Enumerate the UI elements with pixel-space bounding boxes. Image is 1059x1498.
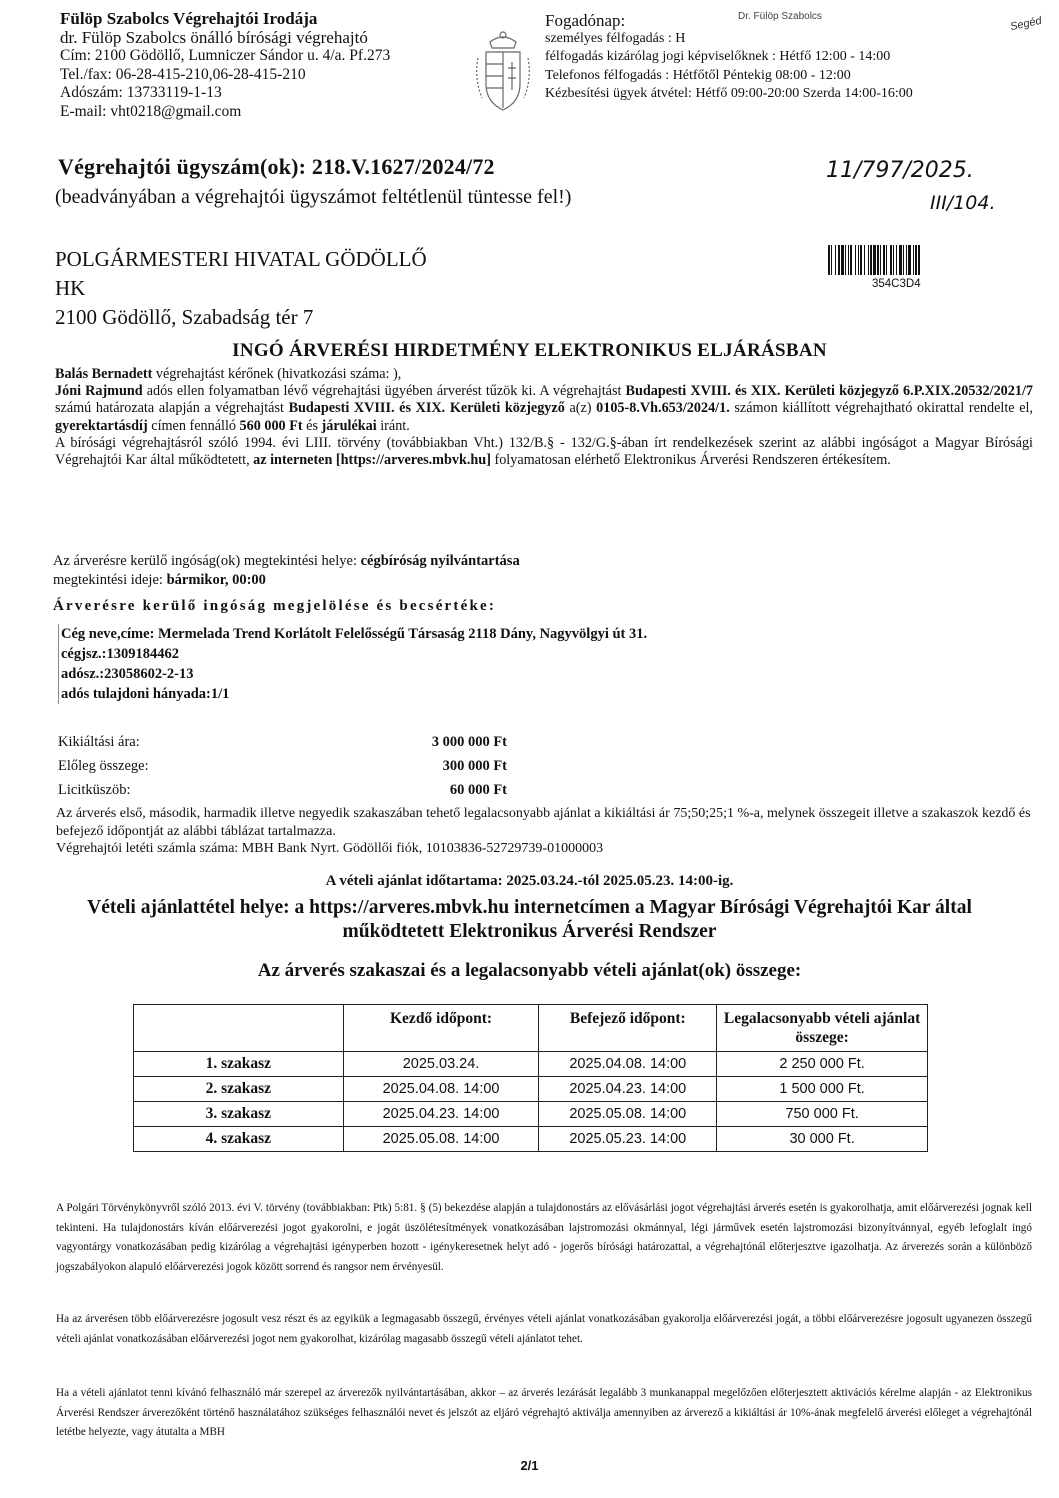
viewing-place-label: Az árverésre kerülő ingóság(ok) megtekintési helye: [53,553,361,569]
item-heading: Árverésre kerülő ingóság megjelölése és becsértéke: [53,598,497,614]
table-cell: 2 250 000 Ft. [717,1052,928,1077]
offer-place-line-1: Vételi ajánlattétel helye: a https://arveres.mbvk.hu internetcímen a Magyar Bírósági Végrehajtói Kar által [87,897,972,918]
bid-step-value: 60 000 Ft [449,782,507,798]
table-cell: 2025.04.08. 14:00 [539,1052,717,1077]
enforcement-document-number: 0105-8.Vh.653/2024/1. [596,400,730,417]
reception-title: Fogadónap: [545,11,626,30]
escrow-account: Végrehajtói letéti számla száma: MBH Bank Nyrt. Gödöllői fiók, 10103836-52729739-01000003 [56,841,604,856]
stage-explanation [56,805,1036,858]
offer-place [0,896,1059,944]
deposit-value: 300 000 Ft [442,758,507,774]
table-header-row [134,1005,928,1052]
recipient-address [55,245,427,332]
recipient-department: HK [55,276,86,300]
claim-type: gyerektartásdíj [55,417,148,434]
table-cell: 2025.05.08. 14:00 [343,1127,539,1152]
notary-name: Budapesti XVIII. és XIX. Kerületi közjegyző [288,400,565,417]
text-run: folyamatosan elérhető Elektronikus Árverési Rendszeren értékesítem. [490,452,891,469]
office-address: Cím: 2100 Gödöllő, Lumniczer Sándor u. 4/a. Pf.273 [60,47,391,64]
item-company: Cég neve,címe: Mermelada Trend Korlátolt Felelősségű Társaság 2118 Dány, Nagyvölgyi út 31. [61,626,648,642]
table-cell: 3. szakasz [134,1102,344,1127]
table-cell: 2025.04.08. 14:00 [343,1077,539,1102]
barcode-id: 354C3D4 [872,278,921,290]
barcode [828,245,998,275]
item-tax-number: adósz.:23058602-2-13 [61,666,194,682]
creditor-name: Balás Bernadett [55,366,153,382]
viewing-time-value: bármikor, 00:00 [166,572,266,588]
table-header: Kezdő időpont: [343,1005,539,1052]
start-price-value: 3 000 000 Ft [431,734,507,750]
text-run: és [302,417,322,434]
legal-paragraph-3: Ha a vételi ajánlatot tenni kívánó felhasználó már szerepel az árverezők nyilvántartásában, akkor – az árverés lezárását legalább 3 munkanappal megelőzően előterjesztett aktivációs kérelme alapján - az Elektronikus Árverési Rendszer árverezőként történő használatához szükséges felhasználói nevet és jelszót az eljáró végrehajtó aktiválja amennyiben az árverező a kikiáltási ár 10%-ának megfelelő árverési előleget a végrehajtónál letétbe helyezte, vagy átutalta a MBH [56,1387,1032,1438]
start-price-label: Kikiáltási ára: [58,734,140,750]
table-row [134,1077,928,1102]
recipient-name: POLGÁRMESTERI HIVATAL GÖDÖLLŐ [55,247,427,271]
office-tax-number: Adószám: 13733119-1-13 [60,84,222,101]
debtor-name: Jóni Rajmund [55,383,143,400]
reception-phone: Telefonos félfogadás : Hétfőtől Péntekig 08:00 - 12:00 [545,67,851,83]
table-row [134,1052,928,1077]
office-email: E-mail: vht0218@gmail.com [60,102,242,120]
bid-step-label: Licitküszöb: [58,782,131,798]
legal-paragraph-2: Ha az árverésen több előárverezésre jogosult vesz részt és az egyikük a legmagasabb összegű, érvényes vételi ajánlat vonatkozásában gyakorolja előárverezési jogát, a többi előárverezésre jogosult ugyanezen összegű vételi ajánlat vonatkozásában előárverezési jogot nem gyakorolhat, kizárólag magasabb összegű vételi ajánlatot tehet. [56,1313,1032,1345]
recipient-street: 2100 Gödöllő, Szabadság tér 7 [55,305,314,329]
office-phone: Tel./fax: 06-28-415-210,06-28-415-210 [60,65,306,83]
creditor-line [55,366,1033,383]
table-cell: 1 500 000 Ft. [717,1077,928,1102]
text-run: A bírósági végrehajtásról szóló 1994. évi LIII. törvény (továbbiakban Vht.) 132/B.§ - 132/G.§-ában írt rendelkezések szerint az alábbi ingóságot a Magyar Bírósági Végrehajtói Kar által működtetett, [55,434,1033,469]
bailiff-name: dr. Fülöp Szabolcs önálló bírósági végrehajtó [60,27,368,47]
claim-amount: 560 000 Ft [239,417,303,434]
table-header: Legalacsonyabb vételi ajánlat összege: [717,1005,928,1052]
office-name: Fülöp Szabolcs Végrehajtói Irodája [60,9,318,28]
reception-hours [545,12,913,103]
office-header [60,10,390,121]
auction-site-link[interactable]: az interneten [https://arveres.mbvk.hu] [253,452,491,469]
item-registry-number: cégjsz.:1309184462 [61,646,179,662]
offer-period: A vételi ajánlat időtartama: 2025.03.24.-tól 2025.05.23. 14:00-ig. [325,873,734,889]
table-cell: 2025.05.23. 14:00 [539,1127,717,1152]
item-ownership-share: adós tulajdoni hányada:1/1 [61,686,230,702]
table-cell: 2. szakasz [134,1077,344,1102]
page-number: 2/1 [520,1458,539,1473]
case-number: Végrehajtói ügyszám(ok): 218.V.1627/2024/72 [58,154,495,179]
viewing-info [53,552,520,590]
table-row [134,1127,928,1152]
table-cell: 2025.05.08. 14:00 [539,1102,717,1127]
table-row [134,1102,928,1127]
text-run: számú határozata alapján a végrehajtást [55,400,289,417]
creditor-text: végrehajtást kérőnek (hivatkozási száma: ), [152,366,402,382]
legal-basis-paragraph [55,435,1033,469]
signature-stamp: Dr. Fülöp Szabolcs [738,11,822,22]
case-number-note: (beadványában a végrehajtói ügyszámot feltétlenül tüntesse fel!) [55,186,572,208]
table-cell: 750 000 Ft. [717,1102,928,1127]
viewing-time-label: megtekintési ideje: [53,572,167,588]
text-run: címen fennálló [147,417,240,434]
table-cell: 1. szakasz [134,1052,344,1077]
reception-personal: személyes félfogadás : H [545,31,686,47]
deposit-label: Előleg összege: [58,758,149,774]
text-run: iránt. [376,417,410,434]
stages-table [133,1004,928,1152]
offer-place-line-2: működtetett Elektronikus Árverési Rendszer [342,921,717,942]
document-title: INGÓ ÁRVERÉSI HIRDETMÉNY ELEKTRONIKUS ELJÁRÁSBAN [232,340,827,361]
table-cell: 2025.04.23. 14:00 [539,1077,717,1102]
legal-paragraph-1: A Polgári Törvénykönyvről szóló 2013. évi V. törvény (továbbiakban: Ptk) 5:81. § (5) bekezdése alapján a tulajdonostárs az elővásárlási jogot végrehajtási árverés esetén is gyakorolhatja, amit előárverezési jognak kell tekinteni. Ha tulajdonostárs kíván előárverezési jogot gyakorolni, e jogát üszölétesítmények vonatkozásában lajstromozási okmánnyal, légi járművek esetén lajstromozási bizonyítvánnyal, egyéb lefoglalt ingó vagyontárgy vonatkozásában pedig kizárólag a végrehajtási igényperben hozott - igénykeresetnek helyt adó - jogerős bírósági határozattal, a végrehajtónál előterjesztve igazolhatja. Az árverezés során a különböző jogszabályokon alapuló előárverezési jogok között sorrend és rangsor nem érvényesül. [56,1202,1032,1273]
table-cell: 4. szakasz [134,1127,344,1152]
viewing-place-value: cégbíróság nyilvántartása [360,553,520,569]
text-run: a(z) [564,400,597,417]
table-cell: 2025.04.23. 14:00 [343,1102,539,1127]
handwritten-registry-subnumber: III/104. [930,192,996,214]
notary-decision: Budapesti XVIII. és XIX. Kerületi közjegyző 6.P.XIX.20532/2021/7 [625,383,1033,400]
handwritten-registry-number: 11/797/2025. [826,158,974,183]
text-run: adós ellen folyamatban lévő végrehajtási ügyében árverést tűzök ki. A végrehajtást [142,383,626,400]
text-run: számon kiállított végrehajtható okirattal rendelte el, [729,400,1033,417]
notice-body [55,366,1033,469]
stage-percentages: Az árverés első, második, harmadik illetve negyedik szakaszában tehető legalacsonyabb ajánlat a kikiáltási ár 75;50;25;1 %-a, melynek összegeit illetve a szakaszok kezdő és befejező időpontját az alábbi táblázat tartalmazza. [56,806,1031,839]
debtor-paragraph [55,383,1033,435]
item-description [58,624,647,704]
coat-of-arms-icon [472,28,534,120]
table-header [134,1005,344,1052]
table-header: Befejező időpont: [539,1005,717,1052]
stages-title: Az árverés szakaszai és a legalacsonyabb vételi ajánlat(ok) összege: [257,960,802,981]
table-cell: 2025.03.24. [343,1052,539,1077]
claim-extras: járulékai [321,417,377,434]
corner-handwritten-note: Segéd [1009,14,1043,34]
price-list [58,730,507,802]
table-cell: 30 000 Ft. [717,1127,928,1152]
reception-lawyers: félfogadás kizárólag jogi képviselőknek : Hétfő 12:00 - 14:00 [545,49,891,65]
reception-delivery: Kézbesítési ügyek átvétel: Hétfő 09:00-20:00 Szerda 14:00-16:00 [545,85,913,101]
